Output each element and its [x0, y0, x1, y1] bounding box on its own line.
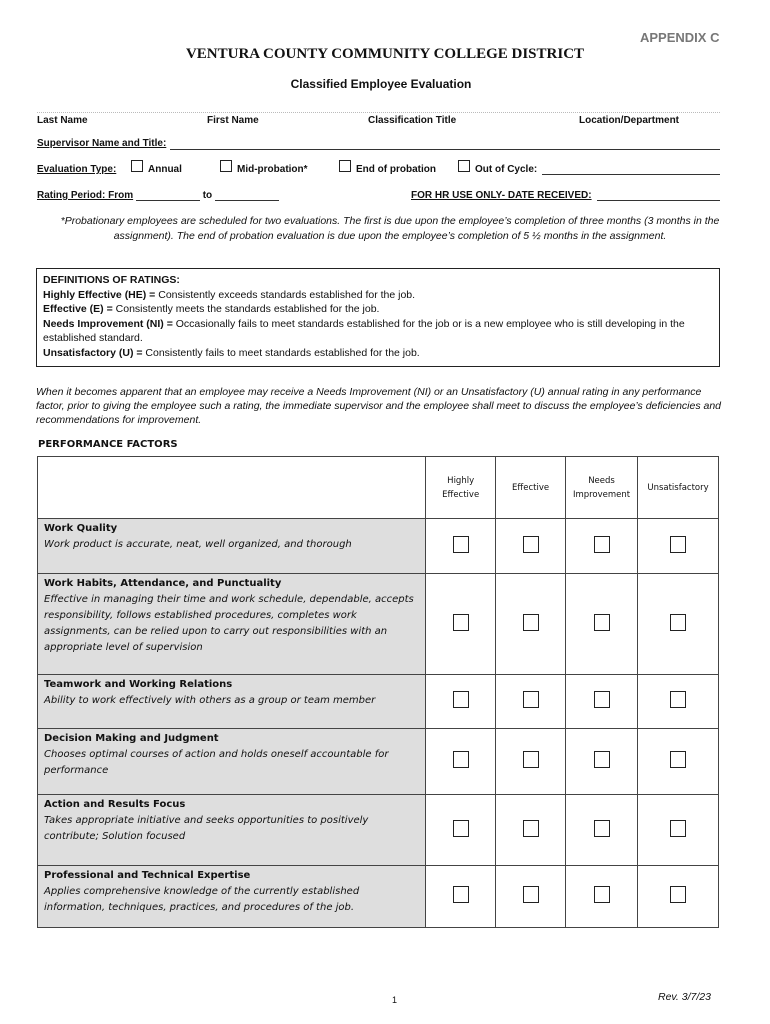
- factor-description: Applies comprehensive knowledge of the currently established information, techniques, practices, and procedures of the job.: [44, 886, 360, 913]
- location-department-label: Location/Department: [579, 115, 680, 126]
- name-fields-line: [37, 112, 720, 113]
- col-highly-effective: Highly Effective: [426, 457, 496, 519]
- supervisor-label: Supervisor Name and Title:: [37, 138, 167, 149]
- annual-checkbox[interactable]: [131, 160, 143, 172]
- rating-checkbox-e[interactable]: [523, 820, 539, 837]
- rating-checkbox-u[interactable]: [670, 886, 686, 903]
- revision-date: Rev. 3/7/23: [658, 991, 711, 1003]
- rating-checkbox-u[interactable]: [670, 820, 686, 837]
- factor-row-decision-making: [38, 729, 719, 795]
- factor-description: Effective in managing their time and work schedule, dependable, accepts responsibility, follows established procedures, completes work assignments, can be relied upon to carry out responsibilities with an appropriate level of supervision: [44, 594, 414, 653]
- definition-he: Highly Effective (HE) = Consistently exceeds standards established for the job.: [43, 288, 416, 301]
- factor-row-work-quality: [38, 519, 719, 574]
- rating-checkbox-e[interactable]: [523, 691, 539, 708]
- col-needs-improvement: Needs Improvement: [566, 457, 638, 519]
- rating-checkbox-he[interactable]: [453, 886, 469, 903]
- definitions-box: [36, 268, 720, 367]
- definitions-title: DEFINITIONS OF RATINGS:: [43, 274, 180, 286]
- rating-checkbox-ni[interactable]: [594, 691, 610, 708]
- rating-checkbox-e[interactable]: [523, 536, 539, 553]
- last-name-label: Last Name: [37, 115, 88, 126]
- rating-checkbox-u[interactable]: [670, 614, 686, 631]
- rating-checkbox-e[interactable]: [523, 614, 539, 631]
- form-title: Classified Employee Evaluation: [290, 77, 472, 91]
- rating-checkbox-e[interactable]: [523, 886, 539, 903]
- col-effective: Effective: [496, 457, 566, 519]
- out-of-cycle-label: Out of Cycle:: [475, 164, 538, 175]
- first-name-label: First Name: [207, 115, 259, 126]
- factor-title: Professional and Technical Expertise: [44, 870, 251, 881]
- factor-description: Chooses optimal courses of action and holds oneself accountable for performance: [44, 749, 389, 776]
- performance-factors-heading: PERFORMANCE FACTORS: [38, 439, 178, 450]
- factor-description: Takes appropriate initiative and seeks opportunities to positively contribute; Solution focused: [44, 815, 369, 842]
- rating-checkbox-ni[interactable]: [594, 886, 610, 903]
- appendix-label: APPENDIX C: [640, 30, 720, 45]
- factor-description: Ability to work effectively with others as a group or team member: [44, 695, 376, 706]
- factor-row-technical-expertise: [38, 866, 719, 928]
- probation-note: *Probationary employees are scheduled for two evaluations. The first is due upon the employee’s completion of three months (3 months in the assignment). The end of probation evaluation is due upon the employee’s completion of 5 ½ months in the assignment.: [60, 215, 720, 242]
- header-blank-cell: [38, 457, 426, 519]
- rating-checkbox-he[interactable]: [453, 536, 469, 553]
- page-number: 1: [392, 995, 398, 1005]
- rating-checkbox-he[interactable]: [453, 614, 469, 631]
- rating-checkbox-u[interactable]: [670, 691, 686, 708]
- factor-title: Work Quality: [44, 523, 118, 534]
- mid-probation-checkbox[interactable]: [220, 160, 232, 172]
- factor-title: Teamwork and Working Relations: [44, 679, 233, 690]
- factor-row-teamwork: [38, 675, 719, 729]
- out-of-cycle-field[interactable]: [542, 174, 720, 175]
- factor-title: Action and Results Focus: [44, 799, 186, 810]
- factor-row-action-results: [38, 795, 719, 866]
- factor-description: Work product is accurate, neat, well organized, and thorough: [44, 539, 352, 550]
- factor-title: Decision Making and Judgment: [44, 733, 219, 744]
- classification-title-label: Classification Title: [368, 115, 457, 126]
- hr-date-received-label: FOR HR USE ONLY- DATE RECEIVED:: [411, 190, 592, 201]
- rating-checkbox-ni[interactable]: [594, 820, 610, 837]
- district-name: VENTURA COUNTY COMMUNITY COLLEGE DISTRICT: [185, 46, 585, 62]
- definition-e: Effective (E) = Consistently meets the standards established for the job.: [43, 303, 380, 315]
- end-of-probation-checkbox[interactable]: [339, 160, 351, 172]
- rating-checkbox-he[interactable]: [453, 691, 469, 708]
- end-of-probation-label: End of probation: [356, 164, 436, 175]
- rating-checkbox-ni[interactable]: [594, 536, 610, 553]
- definition-u: Unsatisfactory (U) = Consistently fails to meet standards established for the job.: [43, 346, 420, 359]
- annual-label: Annual: [148, 164, 182, 175]
- factor-title: Work Habits, Attendance, and Punctuality: [44, 578, 282, 589]
- rating-to-label: to: [202, 190, 213, 201]
- rating-checkbox-he[interactable]: [453, 751, 469, 768]
- mid-probation-label: Mid-probation*: [237, 164, 308, 175]
- rating-checkbox-e[interactable]: [523, 751, 539, 768]
- evaluation-type-label: Evaluation Type:: [37, 164, 117, 175]
- rating-checkbox-ni[interactable]: [594, 614, 610, 631]
- improvement-note: When it becomes apparent that an employee may receive a Needs Improvement (NI) or an Unsatisfactory (U) annual rating in any performance factor, prior to giving the employee such a rating, the immediate supervisor and the employee shall meet to discuss the employee’s deficiencies and recommendations for improvement.: [36, 386, 722, 426]
- rating-checkbox-u[interactable]: [670, 751, 686, 768]
- rating-checkbox-u[interactable]: [670, 536, 686, 553]
- performance-factors-table: [37, 456, 719, 928]
- definition-ni: Needs Improvement (NI) = Occasionally fails to meet standards established for the job or is a new employee who is still developing in the established standard.: [43, 317, 685, 344]
- rating-to-field[interactable]: [215, 190, 279, 201]
- supervisor-field[interactable]: [170, 149, 720, 150]
- out-of-cycle-checkbox[interactable]: [458, 160, 470, 172]
- col-unsatisfactory: Unsatisfactory: [638, 457, 719, 519]
- factor-row-work-habits: [38, 574, 719, 675]
- rating-checkbox-he[interactable]: [453, 820, 469, 837]
- rating-from-field[interactable]: [136, 190, 200, 201]
- rating-period-label: Rating Period: From: [37, 190, 134, 201]
- rating-checkbox-ni[interactable]: [594, 751, 610, 768]
- hr-date-field[interactable]: [597, 200, 720, 201]
